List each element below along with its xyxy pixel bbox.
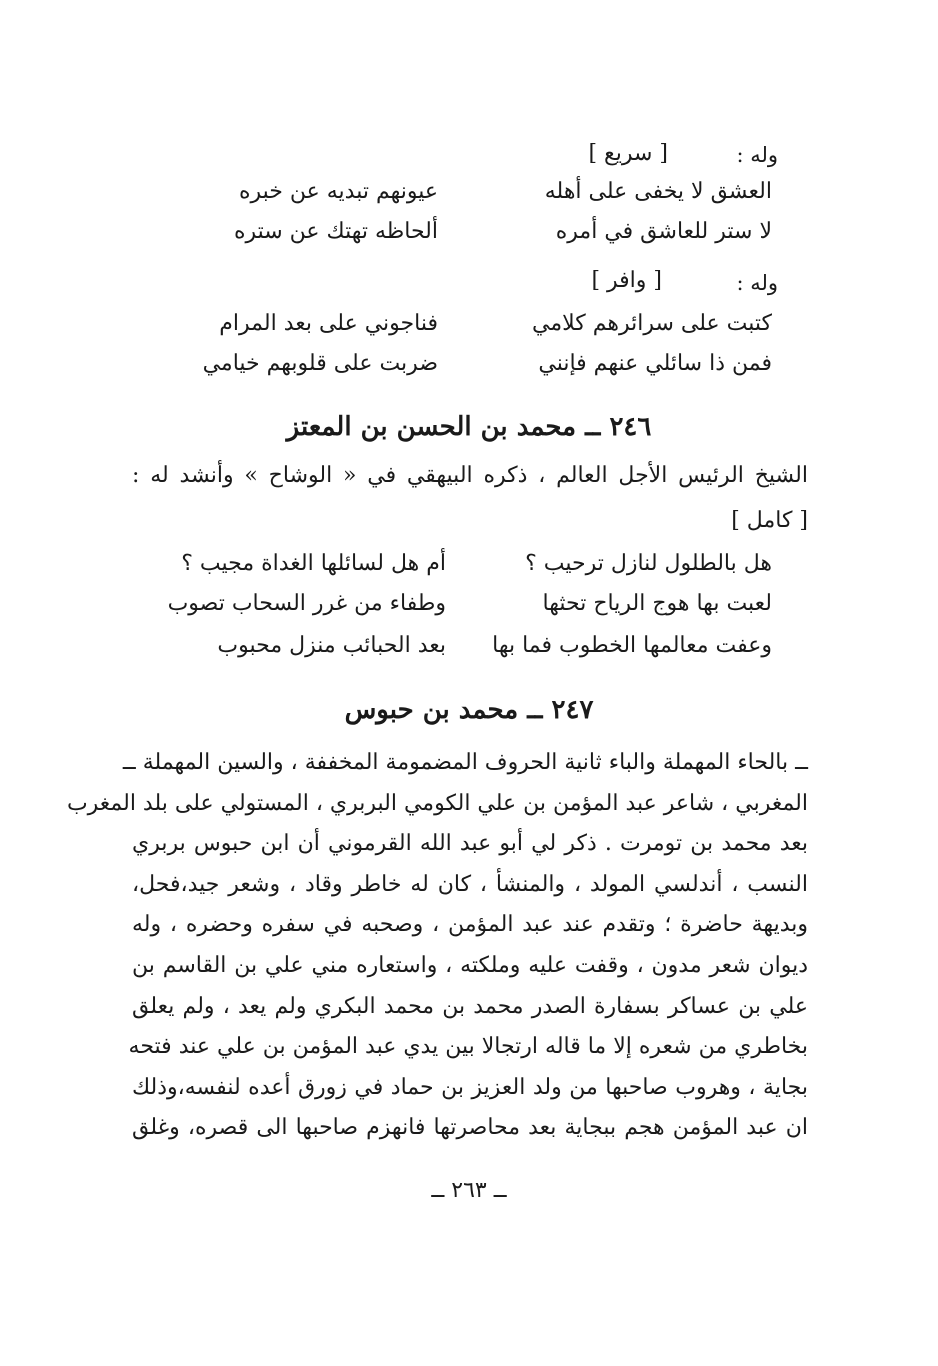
section-intro: وله : [736,143,778,167]
entry-heading: ٢٤٧ ــ محمد بن حبوس [344,695,594,725]
body-line: ان عبد المؤمن هجم ببجاية بعد محاصرتها فانهزم صاحبها الى قصره، وغلق [132,1115,808,1141]
body-line: وبديهة حاضرة ؛ وتقدم عند عبد المؤمن ، وصحبه في سفره وحضره ، وله [132,912,808,938]
body-line: بعد محمد بن تومرت . ذكر لي أبو عبد الله القرموني أن ابن حبوس بربري [132,831,808,857]
verse-first-hemistich: فمن ذا سائلي عنهم فإنني [538,351,772,376]
entry-heading: ٢٤٦ ــ محمد بن الحسن بن المعتز [286,412,652,442]
verse-second-hemistich: ضربت على قلوبهم خيامي [202,351,438,376]
page-number: ــ ٢٦٣ ــ [431,1178,507,1203]
verse-first-hemistich: هل بالطلول لنازل ترحيب ؟ [525,551,772,576]
verse-first-hemistich: كتبت على سرائرهم كلامي [532,311,772,336]
body-line: علي بن عساكر بسفارة الصدر محمد بن محمد البكري ولم يعد ، ولم يعلق [132,993,808,1019]
verse-second-hemistich: أم هل لسائلها الغداة مجيب ؟ [181,551,446,576]
body-line: بجاية ، وهروب صاحبها من ولد العزيز بن حماد في زورق أعده لنفسه،وذلك [132,1074,808,1100]
body-line: بخاطري من شعره إلا ما قاله ارتجالا بين يدي عبد المؤمن بن علي عند فتحه [128,1034,808,1060]
verse-first-hemistich: وعفت معالمها الخطوب فما بها [492,633,772,658]
body-line: النسب ، أندلسي المولد ، والمنشأ ، كان له خاطر وقاد ، وشعر جيد،فحل، [132,871,808,897]
body-line: المغربي ، شاعر عبد المؤمن بن علي الكومي البربري ، المستولي على بلد المغرب [66,790,808,816]
verse-second-hemistich: فناجوني على بعد المرام [219,311,438,336]
verse-second-hemistich: ألحاظه تهتك عن ستره [233,219,438,244]
section-intro: وله : [736,271,778,295]
verse-second-hemistich: بعد الحبائب منزل محبوب [217,633,446,658]
verse-second-hemistich: وطفاء من غرر السحاب تصوب [167,591,446,616]
meter-label: [ وافر ] [591,268,662,293]
verse-second-hemistich: عيونهم تبديه عن خبره [238,179,438,204]
entry-intro-line: الشيخ الرئيس الأجل العالم ، ذكره البيهقي في « الوشاح » وأنشد له : [132,463,808,488]
verse-first-hemistich: لعبت بها هوج الرياح تحثها [542,591,772,616]
entry-body [66,743,808,1149]
body-line: ديوان شعر مدون ، وقفت عليه وملكته ، واستعاره مني علي بن القاسم بن [132,952,808,978]
meter-label: [ سريع ] [588,141,668,166]
body-line: ــ بالحاء المهملة والباء ثانية الحروف المضمومة المخففة ، والسين المهملة ــ [122,750,808,775]
verse-first-hemistich: العشق لا يخفى على أهله [544,179,772,204]
meter-label: [ كامل ] [731,508,808,533]
verse-first-hemistich: لا ستر للعاشق في أمره [555,219,772,244]
